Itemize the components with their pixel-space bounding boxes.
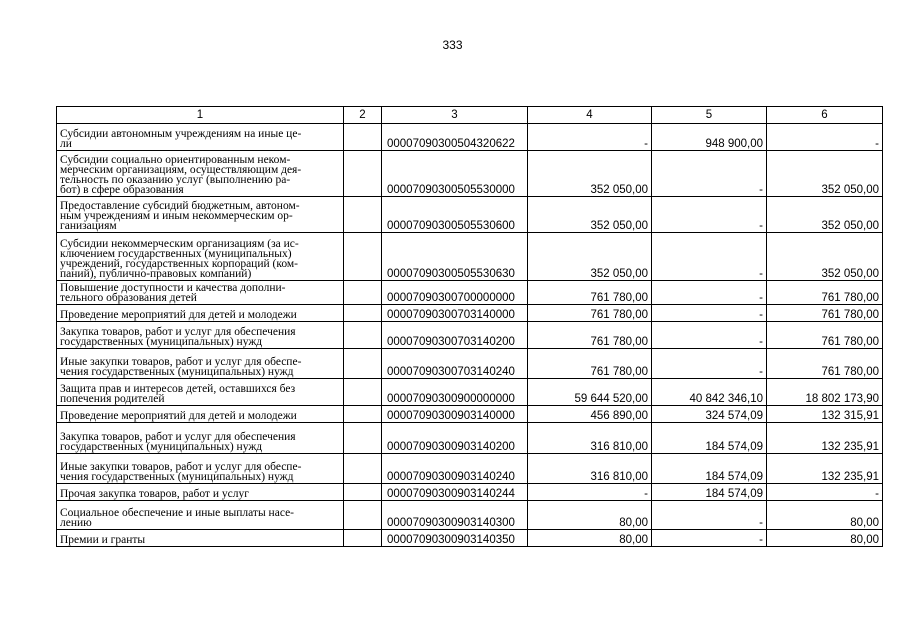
row-code-cell: 00007090300903140350 [382,530,528,547]
row-value-col5: 184 574,09 [652,484,767,501]
row-code-cell: 00007090300703140200 [382,322,528,349]
table-row [57,406,883,423]
row-value-col5: 184 574,09 [652,454,767,484]
row-value-col5: - [652,151,767,197]
row-value-col6: 352 050,00 [767,233,883,281]
row-empty-cell [344,151,382,197]
row-code-cell: 00007090300903140000 [382,406,528,423]
row-value-col5: - [652,305,767,322]
row-empty-cell [344,349,382,379]
column-header-2: 2 [344,107,382,124]
row-empty-cell [344,530,382,547]
row-code-cell: 00007090300504320622 [382,124,528,151]
row-empty-cell [344,454,382,484]
table-row [57,349,883,379]
row-value-col6: 352 050,00 [767,197,883,233]
column-header-4: 4 [528,107,652,124]
row-value-col5: 184 574,09 [652,423,767,454]
row-code-cell: 00007090300900000000 [382,379,528,406]
row-value-col6: - [767,484,883,501]
row-value-col6: 80,00 [767,530,883,547]
row-code-cell: 00007090300703140000 [382,305,528,322]
row-empty-cell [344,197,382,233]
row-value-col5: - [652,281,767,305]
row-value-col6: 352 050,00 [767,151,883,197]
row-empty-cell [344,233,382,281]
row-value-col5: 324 574,09 [652,406,767,423]
row-empty-cell [344,281,382,305]
row-name-cell: Проведение мероприятий для детей и молодежи [57,305,344,322]
row-value-col6: 761 780,00 [767,281,883,305]
row-value-col5: - [652,322,767,349]
row-code-cell: 00007090300903140200 [382,423,528,454]
table-row [57,151,883,197]
table-header-row [57,107,883,124]
row-empty-cell [344,501,382,530]
table-row [57,124,883,151]
row-code-cell: 00007090300700000000 [382,281,528,305]
row-value-col5: - [652,530,767,547]
row-value-col4: 761 780,00 [528,349,652,379]
table-row [57,423,883,454]
row-empty-cell [344,322,382,349]
row-name-cell: Премии и гранты [57,530,344,547]
column-header-3: 3 [382,107,528,124]
row-value-col4: 352 050,00 [528,197,652,233]
row-value-col4: 59 644 520,00 [528,379,652,406]
table-row [57,484,883,501]
row-value-col4: 761 780,00 [528,281,652,305]
row-value-col4: 761 780,00 [528,305,652,322]
row-code-cell: 00007090300505530000 [382,151,528,197]
row-name-cell: Иные закупки товаров, работ и услуг для обеспе- чения государственных (муниципальных) нужд [57,454,344,484]
row-name-cell: Субсидии социально ориентированным неком- мерческим организациям, осуществляющим дея- тельность по оказанию услуг (выполнению ра- бот) в сфере образования [57,151,344,197]
row-code-cell: 00007090300903140240 [382,454,528,484]
row-name-cell: Повышение доступности и качества дополни- тельного образования детей [57,281,344,305]
row-value-col4: 761 780,00 [528,322,652,349]
table-row [57,197,883,233]
row-value-col6: 132 315,91 [767,406,883,423]
column-header-1: 1 [57,107,344,124]
row-value-col6: 18 802 173,90 [767,379,883,406]
table-row [57,322,883,349]
page-number: 333 [442,38,463,52]
row-name-cell: Субсидии некоммерческим организациям (за ис- ключением государственных (муниципальных) учреждений, государственных корпораций (ком- паний), публично-правовых компаний) [57,233,344,281]
row-value-col6: 761 780,00 [767,305,883,322]
row-name-cell: Предоставление субсидий бюджетным, автоном- ным учреждениям и иным некоммерческим ор- ганизациям [57,197,344,233]
table-row [57,530,883,547]
row-name-cell: Прочая закупка товаров, работ и услуг [57,484,344,501]
table-row [57,454,883,484]
row-name-cell: Защита прав и интересов детей, оставшихся без попечения родителей [57,379,344,406]
row-code-cell: 00007090300505530630 [382,233,528,281]
table-body [57,124,883,547]
row-name-cell: Закупка товаров, работ и услуг для обеспечения государственных (муниципальных) нужд [57,423,344,454]
row-value-col4: - [528,124,652,151]
row-value-col6: 761 780,00 [767,349,883,379]
row-value-col6: - [767,124,883,151]
row-empty-cell [344,305,382,322]
row-code-cell: 00007090300903140300 [382,501,528,530]
row-value-col4: 456 890,00 [528,406,652,423]
row-value-col5: - [652,197,767,233]
table-row [57,501,883,530]
row-code-cell: 00007090300903140244 [382,484,528,501]
row-value-col6: 761 780,00 [767,322,883,349]
row-value-col5: - [652,501,767,530]
row-empty-cell [344,406,382,423]
row-code-cell: 00007090300505530600 [382,197,528,233]
column-header-5: 5 [652,107,767,124]
row-value-col6: 132 235,91 [767,423,883,454]
row-name-cell: Закупка товаров, работ и услуг для обеспечения государственных (муниципальных) нужд [57,322,344,349]
table-row [57,379,883,406]
row-value-col4: 80,00 [528,530,652,547]
row-value-col4: 352 050,00 [528,151,652,197]
row-name-cell: Субсидии автономным учреждениям на иные це- ли [57,124,344,151]
row-value-col5: - [652,233,767,281]
row-name-cell: Социальное обеспечение и иные выплаты насе- лению [57,501,344,530]
row-name-cell: Проведение мероприятий для детей и молодежи [57,406,344,423]
row-empty-cell [344,484,382,501]
row-empty-cell [344,423,382,454]
row-value-col4: - [528,484,652,501]
table-row [57,305,883,322]
row-name-cell: Иные закупки товаров, работ и услуг для обеспе- чения государственных (муниципальных) нужд [57,349,344,379]
table-row [57,233,883,281]
row-empty-cell [344,379,382,406]
row-value-col5: 40 842 346,10 [652,379,767,406]
row-value-col5: - [652,349,767,379]
budget-table [56,106,883,547]
row-value-col6: 80,00 [767,501,883,530]
row-value-col4: 316 810,00 [528,423,652,454]
row-code-cell: 00007090300703140240 [382,349,528,379]
table-row [57,281,883,305]
row-value-col4: 80,00 [528,501,652,530]
row-value-col5: 948 900,00 [652,124,767,151]
row-empty-cell [344,124,382,151]
column-header-6: 6 [767,107,883,124]
row-value-col6: 132 235,91 [767,454,883,484]
row-value-col4: 316 810,00 [528,454,652,484]
row-value-col4: 352 050,00 [528,233,652,281]
